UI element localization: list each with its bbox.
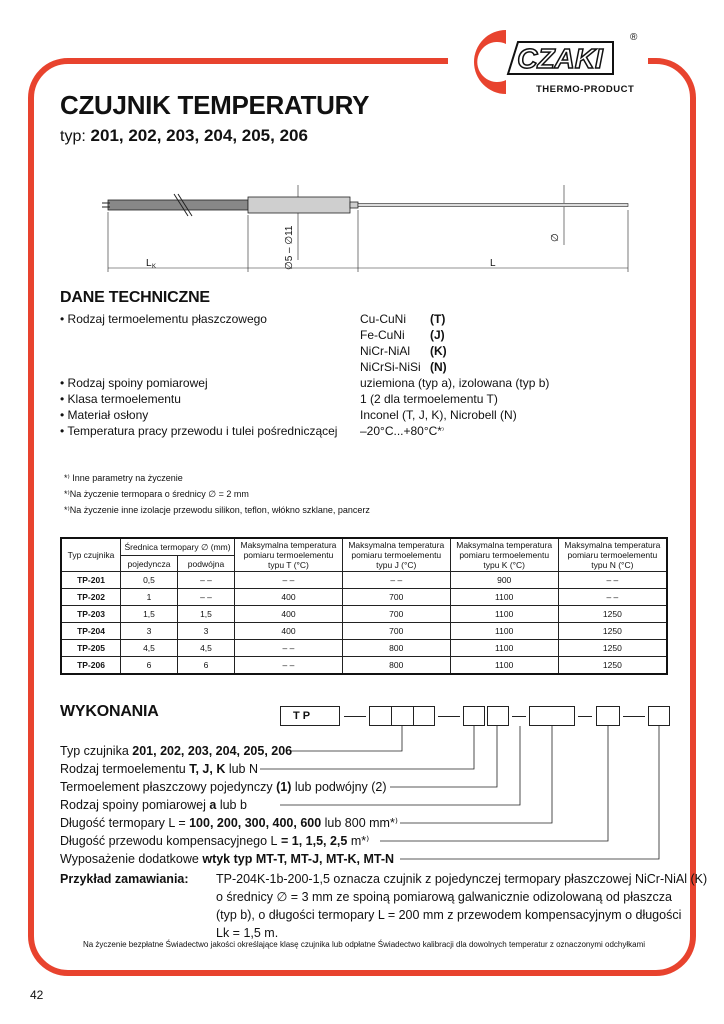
cell: 900: [450, 572, 558, 589]
cell: – –: [235, 572, 343, 589]
spec-label: • Rodzaj spoiny pomiarowej: [60, 376, 208, 390]
cell: – –: [178, 589, 235, 606]
cell: 3: [121, 623, 178, 640]
th-typ: Typ czujnika: [61, 538, 121, 572]
cell: 4,5: [121, 640, 178, 657]
cell: 800: [342, 657, 450, 675]
spec-value: Fe-CuNi: [360, 328, 405, 342]
spec-value: Inconel (T, J, K), Nicrobell (N): [360, 408, 517, 422]
cell: TP-204: [61, 623, 121, 640]
wykonania-heading: WYKONANIA: [60, 703, 159, 720]
spec-code: (J): [430, 328, 445, 342]
order-line: (typ b), o długości termopary L = 200 mm z przewodem kompensacyjnym o długości: [216, 908, 682, 922]
item-bold: a: [209, 798, 217, 812]
item-bold: wtyk typ MT-T, MT-J, MT-K, MT-N: [202, 852, 395, 866]
dim-diameter: ∅: [550, 233, 561, 242]
spec-label: • Materiał osłony: [60, 408, 149, 422]
cell: 700: [342, 606, 450, 623]
spec-code: (N): [430, 360, 447, 374]
cell: 1100: [450, 623, 558, 640]
item-text: lub podwójny (2): [291, 780, 387, 794]
cell: 4,5: [178, 640, 235, 657]
cell: TP-205: [61, 640, 121, 657]
wykonania-item: [60, 778, 398, 796]
item-bold: = 1, 1,5, 2,5: [277, 834, 348, 848]
page-title: CZUJNIK TEMPERATURY: [60, 90, 370, 120]
order-line: o średnicy ∅ = 3 mm ze spoiną pomiarową galwanicznie odizolowaną od płaszcza: [216, 890, 672, 904]
dim-lk-label: L: [146, 258, 152, 269]
note-item: *⁾Na życzenie termopara o średnicy ∅ = 2 mm: [64, 489, 249, 499]
item-bold: 100, 200, 300, 400, 600: [189, 816, 322, 830]
tech-heading: DANE TECHNICZNE: [60, 289, 210, 306]
cell: 700: [342, 623, 450, 640]
cell: 400: [235, 623, 343, 640]
order-label: Przykład zamawiania:: [60, 872, 189, 886]
cell: 1250: [558, 623, 667, 640]
certificate-footnote: Na życzenie bezpłatne Świadectwo jakości określające klasę czujnika lub odpłatne Świadectwo kalibracji dla dowolnych temperatur z oznaczonymi odchyłkami: [82, 940, 646, 949]
cell: 1,5: [121, 606, 178, 623]
th-type-t: Maksymalna temperatura pomiaru termoelementu typu T (°C): [235, 538, 343, 572]
item-text: Typ czujnika: [60, 744, 133, 758]
spec-value: 1 (2 dla termoelementu T): [360, 392, 498, 406]
code-prefix: T P: [293, 710, 311, 722]
order-line: Lk = 1,5 m.: [216, 926, 279, 940]
note-item: *⁾ Inne parametry na życzenie: [64, 473, 183, 483]
note-item: *⁾Na życzenie inne izolacje przewodu silikon, teflon, włókno szklane, pancerz: [64, 505, 370, 515]
dim-l-label: L: [490, 258, 496, 269]
cell: 400: [235, 589, 343, 606]
spec-code: (T): [430, 312, 446, 326]
item-text: Rodzaj spoiny pomiarowej: [60, 798, 210, 812]
item-text: m*⁾: [347, 834, 370, 848]
spec-value: Cu-CuNi: [360, 312, 407, 326]
cell: – –: [342, 572, 450, 589]
cell: TP-203: [61, 606, 121, 623]
spec-value-sup: ⁾: [441, 426, 444, 435]
dim-diameter-range: ∅5 – ∅11: [284, 225, 295, 270]
order-line: TP-204K-1b-200-1,5 oznacza czujnik z pojedynczej termopary płaszczowej NiCr-NiAl (K): [216, 872, 708, 886]
cell: 1100: [450, 640, 558, 657]
cell: TP-201: [61, 572, 121, 589]
item-text: Rodzaj termoelementu: [60, 762, 190, 776]
item-text: Termoelement płaszczowy pojedynczy: [60, 780, 277, 794]
cell: 1100: [450, 589, 558, 606]
spec-label: • Temperatura pracy przewodu i tulei pośredniczącej: [60, 424, 338, 438]
cell: 1,5: [178, 606, 235, 623]
item-bold: T, J, K: [189, 762, 226, 776]
registered-mark: ®: [630, 32, 638, 43]
brand-name: CZAKI: [517, 43, 603, 74]
spec-code: (K): [430, 344, 447, 358]
item-text: Długość przewodu kompensacyjnego L: [60, 834, 278, 848]
type-label: typ:: [60, 128, 86, 145]
wykonania-item: [60, 796, 398, 814]
dim-lk-sub: K: [152, 264, 157, 270]
spec-label: • Klasa termoelementu: [60, 392, 181, 406]
item-text: lub b: [216, 798, 247, 812]
cell: 6: [178, 657, 235, 675]
order-text: [216, 870, 708, 942]
cell: 1100: [450, 657, 558, 675]
spec-value: NiCr-NiAl: [360, 344, 410, 358]
cell: 3: [178, 623, 235, 640]
spec-label: • Rodzaj termoelementu płaszczowego: [60, 312, 267, 326]
th-type-k: Maksymalna temperatura pomiaru termoelementu typu K (°C): [450, 538, 558, 572]
cell: 1250: [558, 657, 667, 675]
cell: 6: [121, 657, 178, 675]
item-text: lub N: [225, 762, 259, 776]
th-diameter: Średnica termopary ∅ (mm): [121, 538, 235, 556]
th-single: pojedyncza: [121, 556, 178, 572]
item-text: Wyposażenie dodatkowe: [60, 852, 203, 866]
wykonania-item: [60, 742, 398, 760]
wykonania-list: [60, 742, 398, 868]
th-double: podwójna: [178, 556, 235, 572]
item-bold: 201, 202, 203, 204, 205, 206: [132, 744, 293, 758]
item-text: lub 800 mm*⁾: [321, 816, 398, 830]
wykonania-item: [60, 832, 398, 850]
wykonania-item: [60, 760, 398, 778]
spec-value-text: –20°C...+80°C*: [360, 424, 442, 438]
type-values: 201, 202, 203, 204, 205, 206: [90, 126, 308, 145]
brand-tagline: THERMO-PRODUCT: [536, 84, 635, 95]
cell: 0,5: [121, 572, 178, 589]
wykonania-item: [60, 814, 398, 832]
cell: 800: [342, 640, 450, 657]
th-type-n: Maksymalna temperatura pomiaru termoelementu typu N (°C): [558, 538, 667, 572]
spec-value: uziemiona (typ a), izolowana (typ b): [360, 376, 550, 390]
th-type-j: Maksymalna temperatura pomiaru termoelementu typu J (°C): [342, 538, 450, 572]
cell: – –: [558, 589, 667, 606]
cell: 1250: [558, 606, 667, 623]
cell: TP-202: [61, 589, 121, 606]
cell: 400: [235, 606, 343, 623]
cell: – –: [235, 657, 343, 675]
page-number: 42: [30, 988, 44, 1002]
item-bold: (1): [276, 780, 292, 794]
cell: TP-206: [61, 657, 121, 675]
spec-value: NiCrSi-NiSi: [360, 360, 421, 374]
cell: – –: [558, 572, 667, 589]
cell: 1250: [558, 640, 667, 657]
cell: 1100: [450, 606, 558, 623]
cell: 1: [121, 589, 178, 606]
cell: – –: [235, 640, 343, 657]
item-text: Długość termopary L =: [60, 816, 190, 830]
cell: 700: [342, 589, 450, 606]
cell: – –: [178, 572, 235, 589]
wykonania-item: [60, 850, 398, 868]
